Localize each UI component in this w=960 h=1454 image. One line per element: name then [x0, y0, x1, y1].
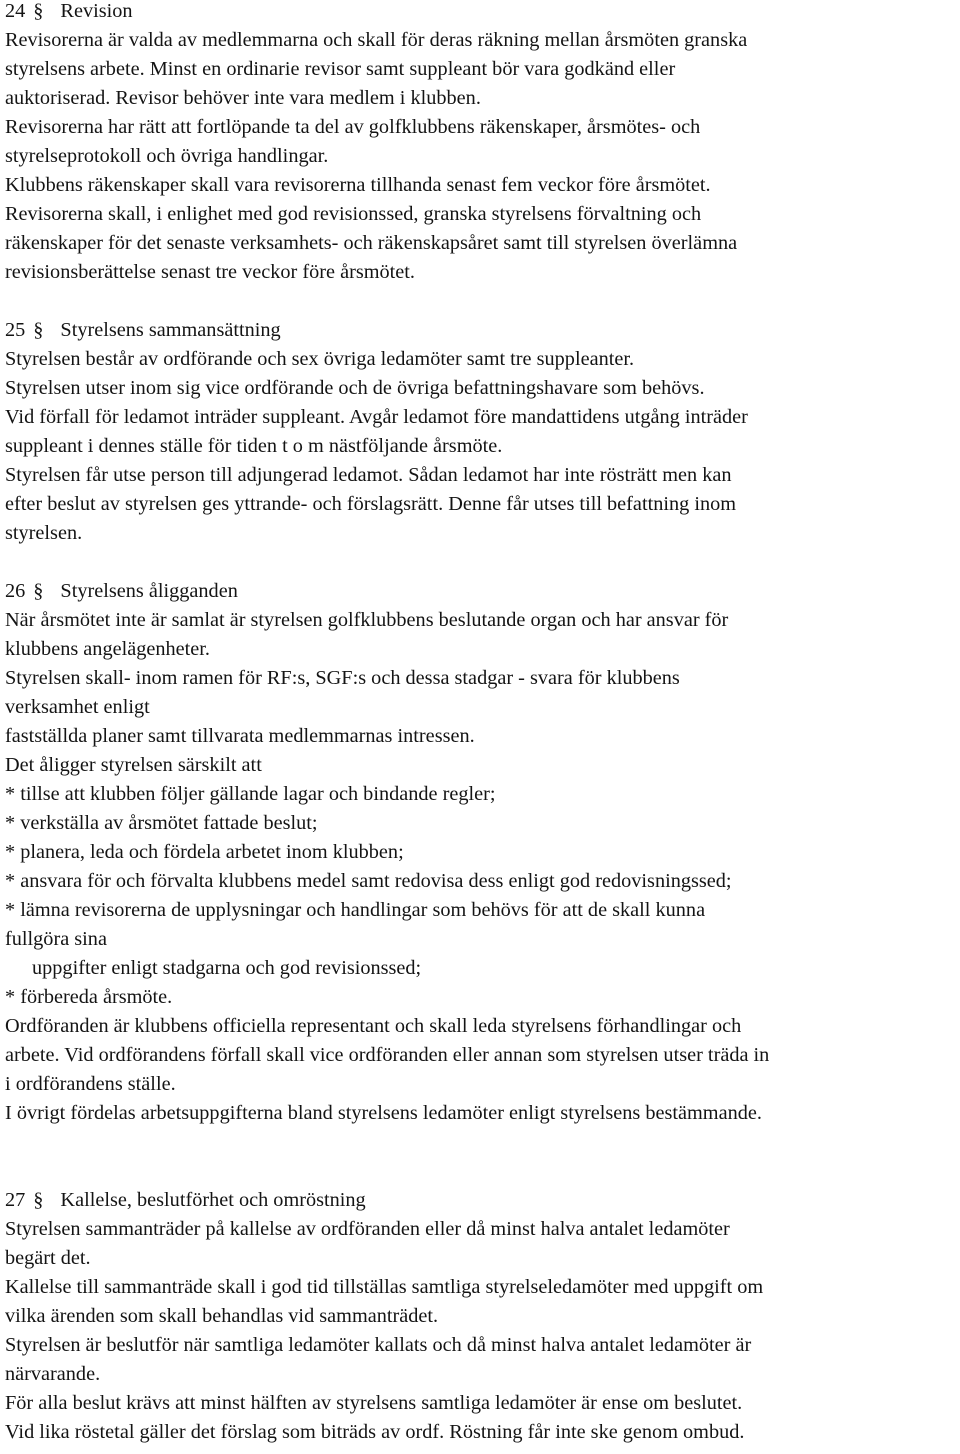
text-line: styrelsen. — [5, 522, 83, 544]
text-line: Revisorerna är valda av medlemmarna och skall för deras räkning mellan årsmöten granska — [5, 29, 748, 51]
document-page — [5, 0, 960, 1447]
section-symbol: § — [33, 1189, 44, 1211]
text-line: revisionsberättelse senast tre veckor före årsmötet. — [5, 261, 415, 283]
section-symbol: § — [33, 319, 44, 341]
text-line: begärt det. — [5, 1247, 91, 1269]
section-number: 27 — [5, 1189, 26, 1211]
section-title: Styrelsens sammansättning — [60, 319, 281, 341]
text-line: Klubbens räkenskaper skall vara revisorerna tillhanda senast fem veckor före årsmötet. — [5, 174, 711, 196]
text-line: För alla beslut krävs att minst hälften av styrelsens samtliga ledamöter är ense om beslutet. — [5, 1392, 743, 1414]
list-item: * förbereda årsmöte. — [5, 986, 173, 1008]
text-line: Styrelsen skall- inom ramen för RF:s, SGF:s och dessa stadgar - svara för klubbens — [5, 667, 680, 689]
text-line: Vid förfall för ledamot inträder suppleant. Avgår ledamot före mandattidens utgång inträder — [5, 406, 748, 428]
section-spacer — [5, 1128, 960, 1186]
list-item: * tillse att klubben följer gällande lagar och bindande regler; — [5, 783, 496, 805]
section-heading — [5, 0, 960, 26]
text-line: Styrelsen får utse person till adjungerad ledamot. Sådan ledamot har inte rösträtt men kan — [5, 464, 732, 486]
list-item-continuation: fullgöra sina — [5, 928, 107, 950]
section-number: 25 — [5, 319, 26, 341]
list-item-continuation: uppgifter enligt stadgarna och god revisionssed; — [32, 957, 422, 979]
text-line: Revisorerna skall, i enlighet med god revisionssed, granska styrelsens förvaltning och — [5, 203, 702, 225]
text-line: I övrigt fördelas arbetsuppgifterna bland styrelsens ledamöter enligt styrelsens bestämmande. — [5, 1102, 762, 1124]
section-symbol: § — [33, 580, 44, 602]
text-line: Revisorerna har rätt att fortlöpande ta del av golfklubbens räkenskaper, årsmötes- och — [5, 116, 701, 138]
text-line: närvarande. — [5, 1363, 101, 1385]
text-line: fastställda planer samt tillvarata medlemmarnas intressen. — [5, 725, 475, 747]
section-heading — [5, 1186, 960, 1215]
section-spacer — [5, 287, 960, 316]
text-line: Styrelsen består av ordförande och sex övriga ledamöter samt tre suppleanter. — [5, 348, 635, 370]
text-line: När årsmötet inte är samlat är styrelsen golfklubbens beslutande organ och har ansvar för — [5, 609, 729, 631]
text-line: Styrelsen utser inom sig vice ordförande och de övriga befattningshavare som behövs. — [5, 377, 705, 399]
text-line: klubbens angelägenheter. — [5, 638, 210, 660]
section-number: 24 — [5, 0, 26, 22]
list-item: * planera, leda och fördela arbetet inom klubben; — [5, 841, 404, 863]
list-item: * ansvara för och förvalta klubbens medel samt redovisa dess enligt god redovisningssed; — [5, 870, 732, 892]
text-line: Det åligger styrelsen särskilt att — [5, 754, 262, 776]
text-line: Kallelse till sammanträde skall i god tid tillställas samtliga styrelseledamöter med uppgift om — [5, 1276, 764, 1298]
text-line: Ordföranden är klubbens officiella representant och skall leda styrelsens förhandlingar och — [5, 1015, 742, 1037]
text-line: verksamhet enligt — [5, 696, 150, 718]
text-line: styrelseprotokoll och övriga handlingar. — [5, 145, 329, 167]
list-item: * verkställa av årsmötet fattade beslut; — [5, 812, 318, 834]
text-line: Styrelsen är beslutför när samtliga ledamöter kallats och då minst halva antalet ledamöter är — [5, 1334, 752, 1356]
text-line: styrelsens arbete. Minst en ordinarie revisor samt suppleant bör vara godkänd eller — [5, 58, 676, 80]
section-title: Revision — [60, 0, 133, 22]
text-line: vilka ärenden som skall behandlas vid sammanträdet. — [5, 1305, 439, 1327]
text-line: Vid lika röstetal gäller det förslag som biträds av ordf. Röstning får inte ske genom ombud. — [5, 1421, 745, 1443]
text-line: efter beslut av styrelsen ges yttrande- och förslagsrätt. Denne får utses till befattning inom — [5, 493, 737, 515]
section-title: Styrelsens åligganden — [60, 580, 238, 602]
text-line: suppleant i dennes ställe för tiden t o m nästföljande årsmöte. — [5, 435, 503, 457]
text-line: räkenskaper för det senaste verksamhets- och räkenskapsåret samt till styrelsen överlämna — [5, 232, 738, 254]
section-number: 26 — [5, 580, 26, 602]
section-25-styrelsens-sammansattning — [5, 316, 960, 548]
text-line: Styrelsen sammanträder på kallelse av ordföranden eller då minst halva antalet ledamöter — [5, 1218, 730, 1240]
text-line: arbete. Vid ordförandens förfall skall vice ordföranden eller annan som styrelsen utser träda in — [5, 1044, 770, 1066]
text-line: i ordförandens ställe. — [5, 1073, 176, 1095]
section-26-styrelsens-aligganden — [5, 577, 960, 1128]
section-symbol: § — [33, 0, 44, 22]
section-spacer — [5, 548, 960, 577]
section-27-kallelse — [5, 1186, 960, 1447]
text-line: auktoriserad. Revisor behöver inte vara medlem i klubben. — [5, 87, 481, 109]
section-24-revision — [5, 0, 960, 287]
section-title: Kallelse, beslutförhet och omröstning — [60, 1189, 366, 1211]
section-heading — [5, 577, 960, 606]
list-item: * lämna revisorerna de upplysningar och handlingar som behövs för att de skall kunna — [5, 899, 706, 921]
section-heading — [5, 316, 960, 345]
